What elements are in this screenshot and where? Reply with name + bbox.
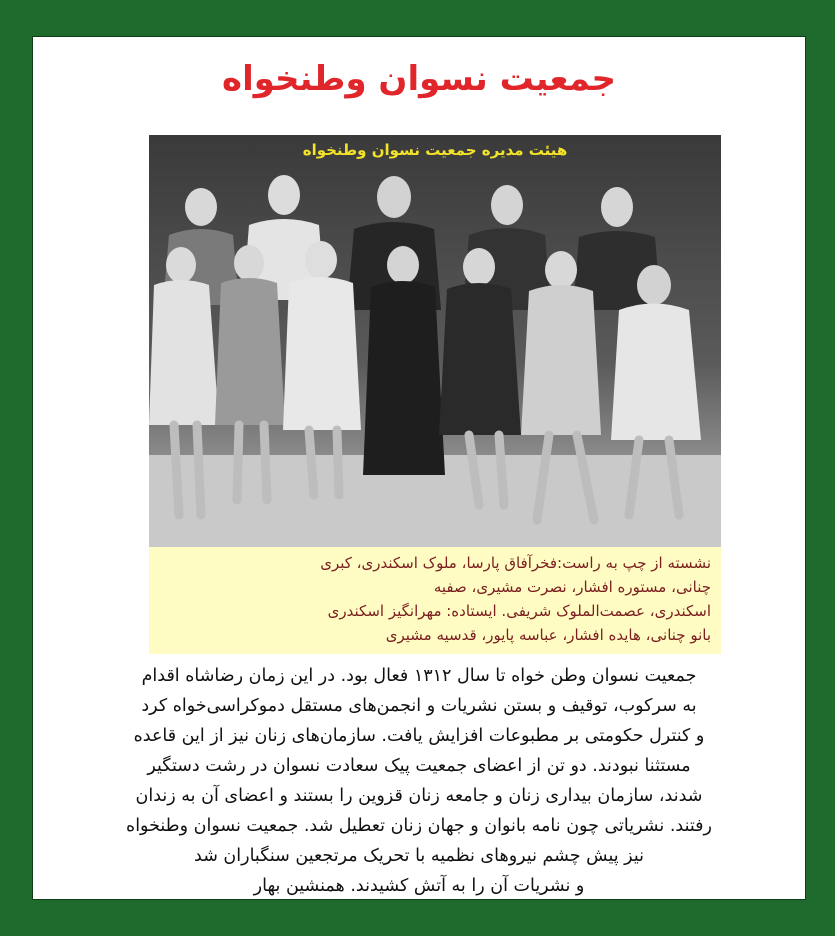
caption-line: اسکندری، عصمت‌الملوک شریفی. ایستاده: مهرانگیز اسکندری [327, 602, 711, 620]
body-line: شدند، سازمان بیداری زنان و جامعه زنان قزوین را بستند و اعضای آن به زندان [135, 786, 703, 806]
caption-line: چنانی، مستوره افشار، نصرت مشیری، صفیه [433, 578, 711, 596]
caption-line: نشسته از چپ به راست:فخرآفاق پارسا، ملوک اسکندری، کبری [320, 554, 711, 572]
page-title: جمعیت نسوان وطنخواه [222, 59, 616, 99]
body-line: و نشریات آن را به آتش کشیدند. همنشین بهار [253, 876, 585, 896]
body-line: جمعیت نسوان وطن خواه تا سال ۱۳۱۲ فعال بود. در این زمان رضاشاه اقدام [141, 666, 697, 686]
group-photo [149, 135, 721, 547]
photo-overlay-title: هیئت مدیره جمعیت نسوان وطنخواه [302, 141, 568, 159]
body-line: رفتند. نشریاتی چون نامه بانوان و جهان زنان تعطیل شد. جمعیت نسوان وطنخواه [126, 816, 712, 836]
body-line: به سرکوب، توقیف و بستن نشریات و انجمن‌های مستقل دموکراسی‌خواه کرد [141, 696, 697, 716]
article-page [32, 36, 806, 900]
caption-line: بانو چنانی، هایده افشار، عباسه پایور، قدسیه مشیری [385, 626, 711, 644]
body-line: و کنترل حکومتی بر مطبوعات افزایش یافت. سازمان‌های زنان نیز از این قاعده [133, 726, 705, 746]
group-photo-illustration [149, 135, 721, 547]
article-body [53, 661, 785, 901]
body-line: مستثنا نبودند. دو تن از اعضای جمعیت پیک سعادت نسوان در رشت دستگیر [147, 756, 691, 776]
body-line: نیز پیش چشم نیروهای نظمیه با تحریک مرتجعین سنگباران شد [194, 846, 644, 866]
photo-caption [149, 547, 721, 654]
